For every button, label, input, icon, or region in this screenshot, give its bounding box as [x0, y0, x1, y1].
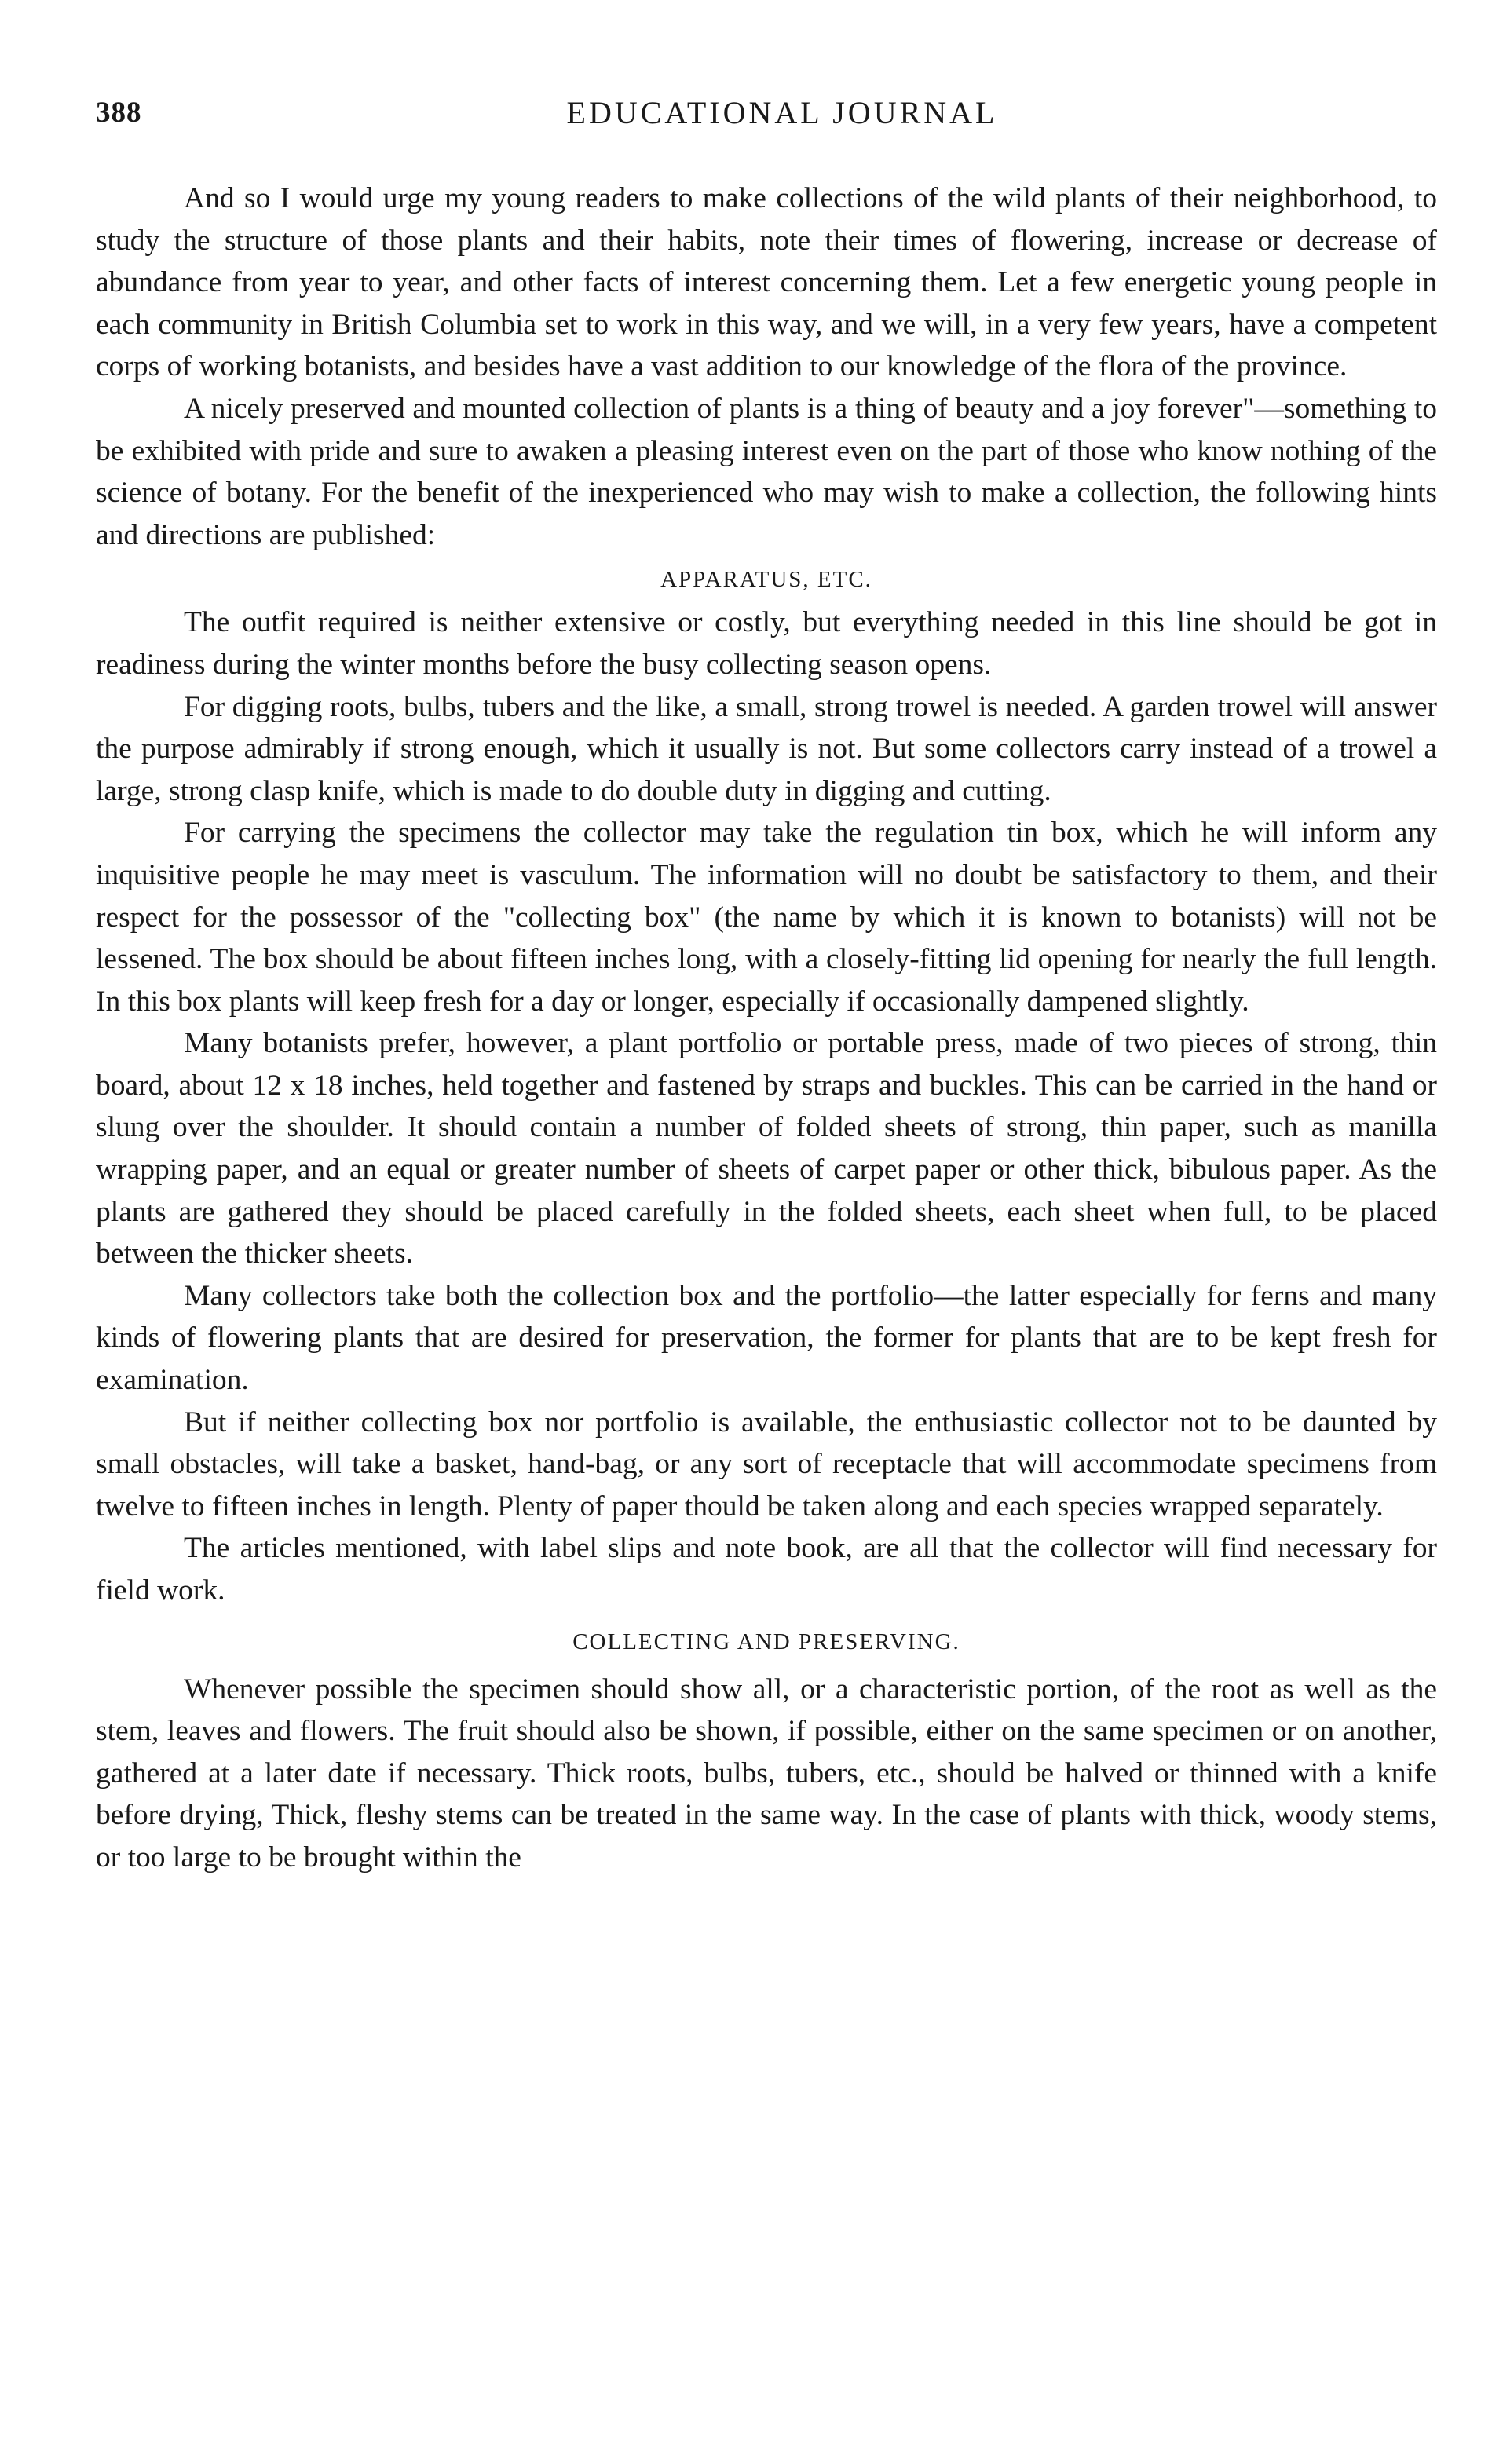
article-body	[96, 177, 1437, 1879]
section-heading-collecting: COLLECTING AND PRESERVING.	[572, 1629, 960, 1654]
apparatus-paragraph-3: For carrying the specimens the collector may take the regulation tin box, which he will inform any inquisitive people he may meet is vasculum. The information will no doubt be satisfactory to them, and their respect for the possessor of the "collecting box" (the name by which it is known to botanists) will not be lessened. The box should be about fifteen inches long, with a closely-fitting lid opening for nearly the full length. In this box plants will keep fresh for a day or longer, especially if occasionally dampened slightly.	[96, 817, 1437, 1018]
section-heading-apparatus: APPARATUS, ETC.	[660, 567, 872, 593]
running-title: EDUCATIONAL JOURNAL	[566, 95, 998, 130]
page-header	[96, 88, 1437, 138]
intro-paragraph-2: A nicely preserved and mounted collection of plants is a thing of beauty and a joy forever"—something to be exhibited with pride and sure to awaken a pleasing interest even on the part of those who know nothing of the science of botany. For the benefit of the inexperienced who may wish to make a collection, the following hints and directions are published:	[96, 392, 1437, 551]
collecting-paragraph-1: Whenever possible the specimen should show all, or a characteristic portion, of the root as well as the stem, leaves and flowers. The fruit should also be shown, if possible, either on the same specimen or on another, gathered at a later date if necessary. Thick roots, bulbs, tubers, etc., should be halved or thinned with a knife before drying, Thick, fleshy stems can be treated in the same way. In the case of plants with thick, woody stems, or too large to be brought within the	[96, 1673, 1437, 1874]
apparatus-paragraph-1: The outfit required is neither extensive or costly, but everything needed in this line should be got in readiness during the winter months before the busy collecting season opens.	[96, 606, 1437, 681]
apparatus-paragraph-5: Many collectors take both the collection box and the portfolio—the latter especially for ferns and many kinds of flowering plants that are desired for preservation, the former for plants that are to be kept fresh for examination.	[96, 1279, 1437, 1397]
page-number: 388	[96, 97, 142, 129]
intro-paragraph-1: And so I would urge my young readers to make collections of the wild plants of their neighborhood, to study the structure of those plants and their habits, note their times of flowering, increase or decrease of abundance from year to year, and other facts of interest concerning them. Let a few energetic young people in each community in British Columbia set to work in this way, and we will, in a very few years, have a competent corps of working botanists, and besides have a vast addition to our knowledge of the flora of the province.	[96, 182, 1437, 383]
apparatus-paragraph-2: For digging roots, bulbs, tubers and the like, a small, strong trowel is needed. A garden trowel will answer the purpose admirably if strong enough, which it usually is not. But some collectors carry instead of a trowel a large, strong clasp knife, which is made to do double duty in digging and cutting.	[96, 690, 1437, 807]
apparatus-paragraph-7: The articles mentioned, with label slips and note book, are all that the collector will find necessary for field work.	[96, 1532, 1437, 1607]
apparatus-paragraph-6: But if neither collecting box nor portfolio is available, the enthusiastic collector not to be daunted by small obstacles, will take a basket, hand-bag, or any sort of receptacle that will accommodate specimens from twelve to fifteen inches in length. Plenty of paper thould be taken along and each species wrapped separately.	[96, 1406, 1437, 1523]
apparatus-paragraph-4: Many botanists prefer, however, a plant portfolio or portable press, made of two pieces of strong, thin board, about 12 x 18 inches, held together and fastened by straps and buckles. This can be carried in the hand or slung over the shoulder. It should contain a number of folded sheets of strong, thin paper, such as manilla wrapping paper, and an equal or greater number of sheets of carpet paper or other thick, bibulous paper. As the plants are gathered they should be placed carefully in the folded sheets, each sheet when full, to be placed between the thicker sheets.	[96, 1027, 1437, 1270]
